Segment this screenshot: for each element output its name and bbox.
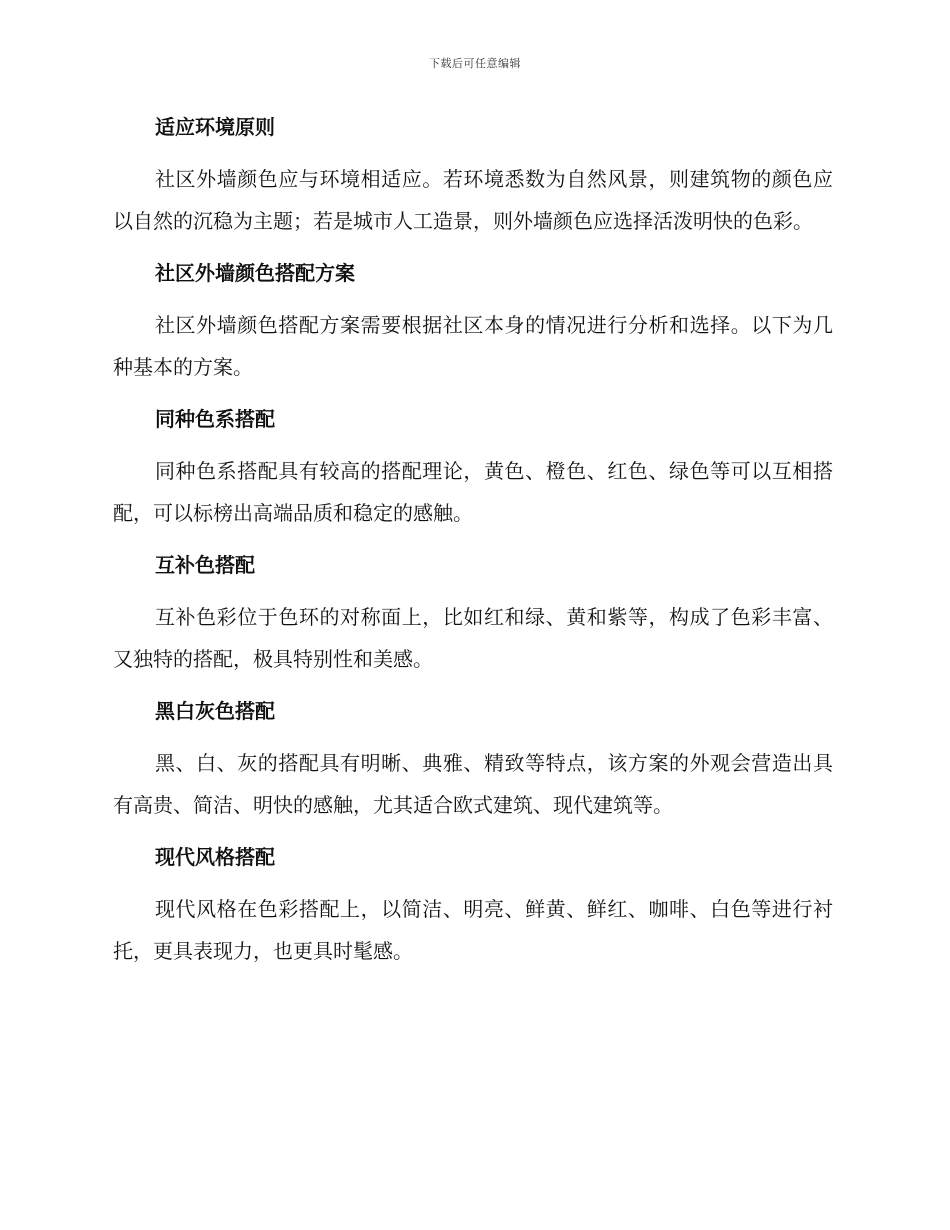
section-heading-complementary: 互补色搭配: [155, 553, 255, 577]
section-body-same-color: 同种色系搭配具有较高的搭配理论，黄色、橙色、红色、绿色等可以互相搭配，可以标榜出高端品质和稳定的感触。: [113, 459, 833, 525]
section-heading-same-color: 同种色系搭配: [155, 407, 275, 431]
section-body-modern-style: 现代风格在色彩搭配上，以简洁、明亮、鲜黄、鲜红、咖啡、白色等进行衬托，更具表现力，也更具时髦感。: [113, 897, 833, 963]
section-heading-black-white-gray: 黑白灰色搭配: [155, 699, 275, 723]
section-body-complementary: 互补色彩位于色环的对称面上，比如红和绿、黄和紫等，构成了色彩丰富、又独特的搭配，极具特别性和美感。: [113, 605, 833, 671]
section-heading-color-scheme: 社区外墙颜色搭配方案: [155, 261, 355, 285]
section-body-color-scheme: 社区外墙颜色搭配方案需要根据社区本身的情况进行分析和选择。以下为几种基本的方案。: [113, 313, 833, 379]
section-heading-environment: 适应环境原则: [155, 115, 275, 139]
section-body-environment: 社区外墙颜色应与环境相适应。若环境悉数为自然风景，则建筑物的颜色应以自然的沉稳为主题；若是城市人工造景，则外墙颜色应选择活泼明快的色彩。: [113, 167, 833, 233]
document-content: [113, 110, 833, 986]
section-body-black-white-gray: 黑、白、灰的搭配具有明晰、典雅、精致等特点，该方案的外观会营造出具有高贵、简洁、明快的感触，尤其适合欧式建筑、现代建筑等。: [113, 751, 833, 817]
header-note: 下载后可任意编辑: [429, 57, 521, 70]
section-heading-modern-style: 现代风格搭配: [155, 845, 275, 869]
